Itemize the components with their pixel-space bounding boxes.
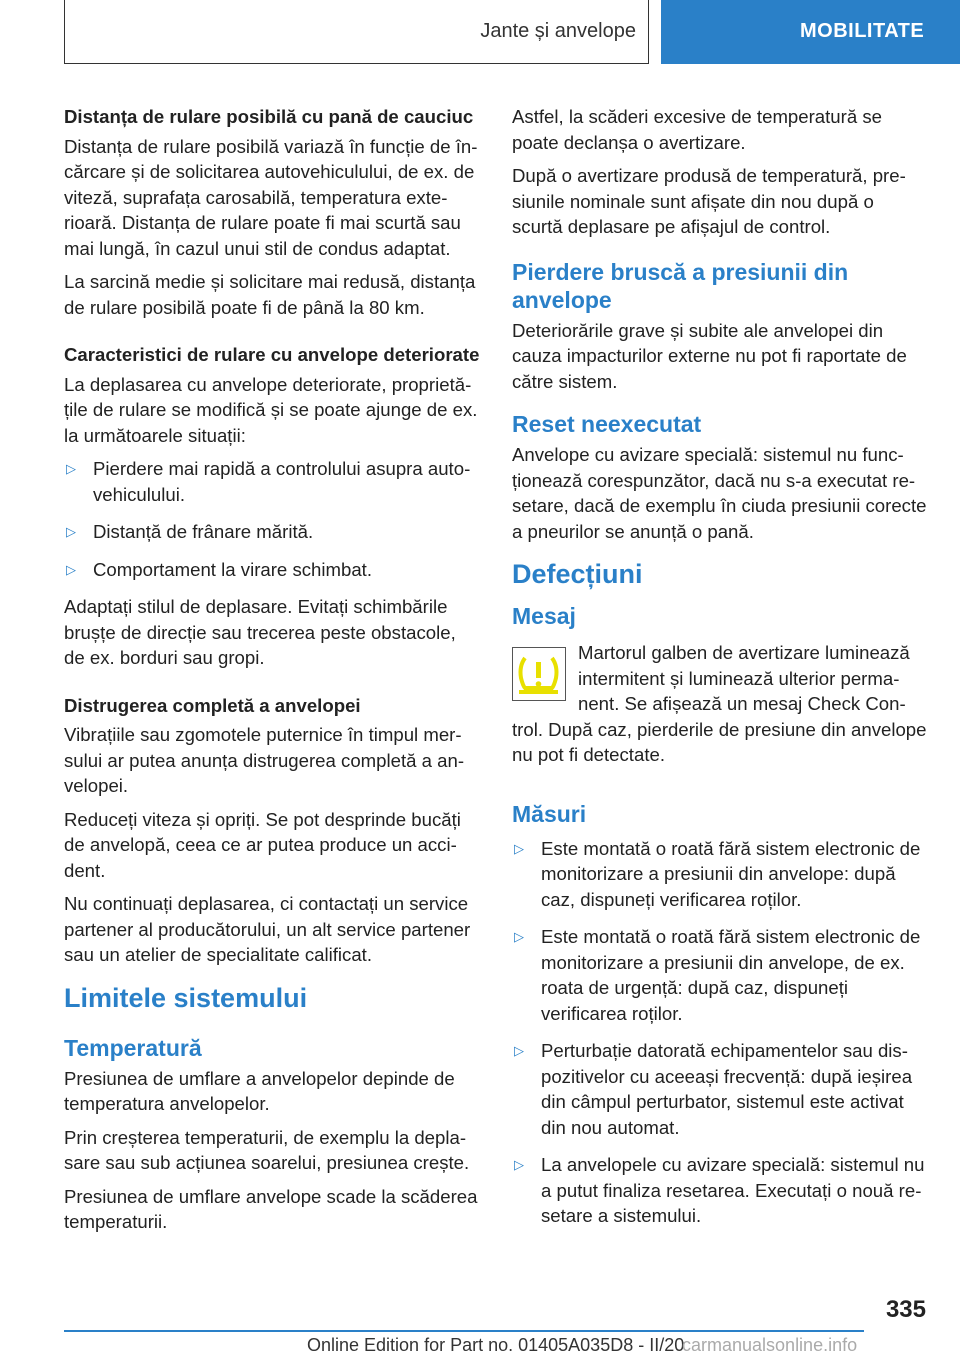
triangle-bullet-icon: ▷ — [66, 461, 76, 476]
header-section-title: Jante și anvelope — [480, 20, 636, 42]
list-item: ▷ Pierdere mai rapidă a controlului asupra autovehiculului. — [66, 458, 471, 505]
heading-sudden-pressure-loss: Pierdere bruscă a presiunii din anvelope — [512, 258, 849, 313]
paragraph: Reduceți viteza și opriți. Se pot desprinde bucăți de anvelopă, ceea ce ar putea produce un accident. — [64, 808, 461, 881]
paragraph: Astfel, la scăderi excesive de temperatură se poate declanșa o avertizare. — [512, 106, 882, 153]
paragraph: Vibrațiile sau zgomotele puternice în timpul mersului ar putea anunța distrugerea completă a anvelopei. — [64, 724, 465, 796]
paragraph: După o avertizare produsă de temperatură, presiunile nominale sunt afișate din nou după o scurtă deplasare pe afișajul de control. — [512, 165, 906, 237]
triangle-bullet-icon: ▷ — [514, 1157, 524, 1172]
bullet-list — [512, 836, 928, 1229]
paragraph: Prin creșterea temperaturii, de exemplu la deplasare sau sub acțiunea soarelui, presiunea crește. — [64, 1126, 470, 1173]
left-column — [64, 104, 480, 1243]
triangle-bullet-icon: ▷ — [514, 840, 524, 856]
triangle-bullet-icon: ▷ — [66, 524, 76, 539]
header-chapter-tab[interactable]: MOBILITATE — [661, 0, 960, 64]
footer-divider — [64, 1330, 864, 1332]
list-item: ▷ Este montată o roată fără sistem electronic de monitorizare a presiunii din anvelope: după caz, dispuneți verificarea roților. — [514, 837, 921, 910]
paragraph: Adaptați stilul de deplasare. Evitați schimbările brușțe de direcție sau trecerea peste obstacole, de ex. borduri sau gropi. — [64, 596, 456, 668]
header-left-box — [64, 0, 649, 64]
heading-distance-flat-tire: Distanța de rulare posibilă cu pană de cauciuc — [64, 106, 474, 127]
paragraph: La sarcină medie și solicitare mai redusă, distanța de rulare posibilă poate fi de până la 80 km. — [64, 271, 476, 318]
bullet-list — [64, 456, 480, 582]
heading-malfunctions: Defecțiuni — [512, 559, 643, 589]
list-item: ▷ Distanță de frânare mărită. — [64, 519, 480, 545]
page-number: 335 — [885, 1296, 926, 1323]
paragraph: Martorul galben de avertizare luminează intermitent și luminează ulterior permanent. Se afișează un mesaj Check Control. După caz, pierderile de presiune din anvelope nu pot fi detectate. — [512, 642, 927, 765]
heading-reset-not-executed: Reset neexecutat — [512, 411, 702, 437]
watermark: carmanualsonline.info — [682, 1335, 858, 1355]
tire-pressure-warning-icon — [512, 647, 566, 701]
paragraph: Presiunea de umflare anvelope scade la scăderea temperaturii. — [64, 1185, 478, 1232]
heading-message: Mesaj — [512, 603, 576, 629]
paragraph: Distanța de rulare posibilă variază în funcție de încărcare și de solicitarea autovehiculului, de ex. de viteză, suprafața carosabilă, temperatura exterioară. Distanța de rulare poate fi mai scurtă sau mai lungă, în cazul unui stil de condus adaptat. — [64, 135, 478, 259]
list-item: ▷ La anvelopele cu avizare specială: sistemul nu a putut finaliza resetarea. Executați o nouă resetare a sistemului. — [514, 1154, 925, 1226]
paragraph: La deplasarea cu anvelope deteriorate, proprietățile de rulare se modifică și se poate ajunge de ex. la următoarele situații: — [64, 373, 478, 446]
triangle-bullet-icon: ▷ — [66, 561, 76, 577]
paragraph: Presiunea de umflare a anvelopelor depinde de temperatura anvelopelor. — [64, 1067, 455, 1114]
heading-measures: Măsuri — [512, 800, 587, 827]
heading-system-limits: Limitele sistemului — [64, 982, 308, 1013]
heading-driving-characteristics: Caracteristici de rulare cu anvelope deteriorate — [64, 344, 480, 365]
footer-edition-text: Online Edition for Part no. 01405A035D8 - II/20 — [307, 1335, 685, 1355]
paragraph: Deteriorările grave și subite ale anvelopei din cauza impacturilor externe nu pot fi raportate de către sistem. — [512, 319, 907, 392]
list-item: ▷ Comportament la virare schimbat. — [64, 557, 480, 583]
heading-temperature: Temperatură — [64, 1034, 202, 1061]
heading-tire-destruction: Distrugerea completă a anvelopei — [64, 694, 361, 716]
paragraph: Nu continuați deplasarea, ci contactați un service partener al producătorului, un alt service partener sau un atelier de specialitate calificat. — [64, 893, 471, 965]
warning-message-block — [512, 640, 928, 776]
triangle-bullet-icon: ▷ — [514, 1043, 524, 1058]
list-item: ▷ Este montată o roată fără sistem electronic de monitorizare a presiunii din anvelope, de ex. roata de urgență: după caz, dispuneți verificarea roților. — [514, 926, 921, 1024]
right-column — [512, 104, 928, 1241]
paragraph: Anvelope cu avizare specială: sistemul nu funcționează corespunzător, dacă nu s-a executat resetare, dacă de exemplu în ciuda presiunii corecte a pneurilor se anunță o pană. — [512, 444, 927, 542]
list-item: ▷ Perturbație datorată echipamentelor sau dispozitivelor cu aceeași frecvență: după ieșirea din câmpul perturbator, sistemul este activat din nou automat. — [514, 1040, 913, 1138]
triangle-bullet-icon: ▷ — [514, 929, 524, 944]
